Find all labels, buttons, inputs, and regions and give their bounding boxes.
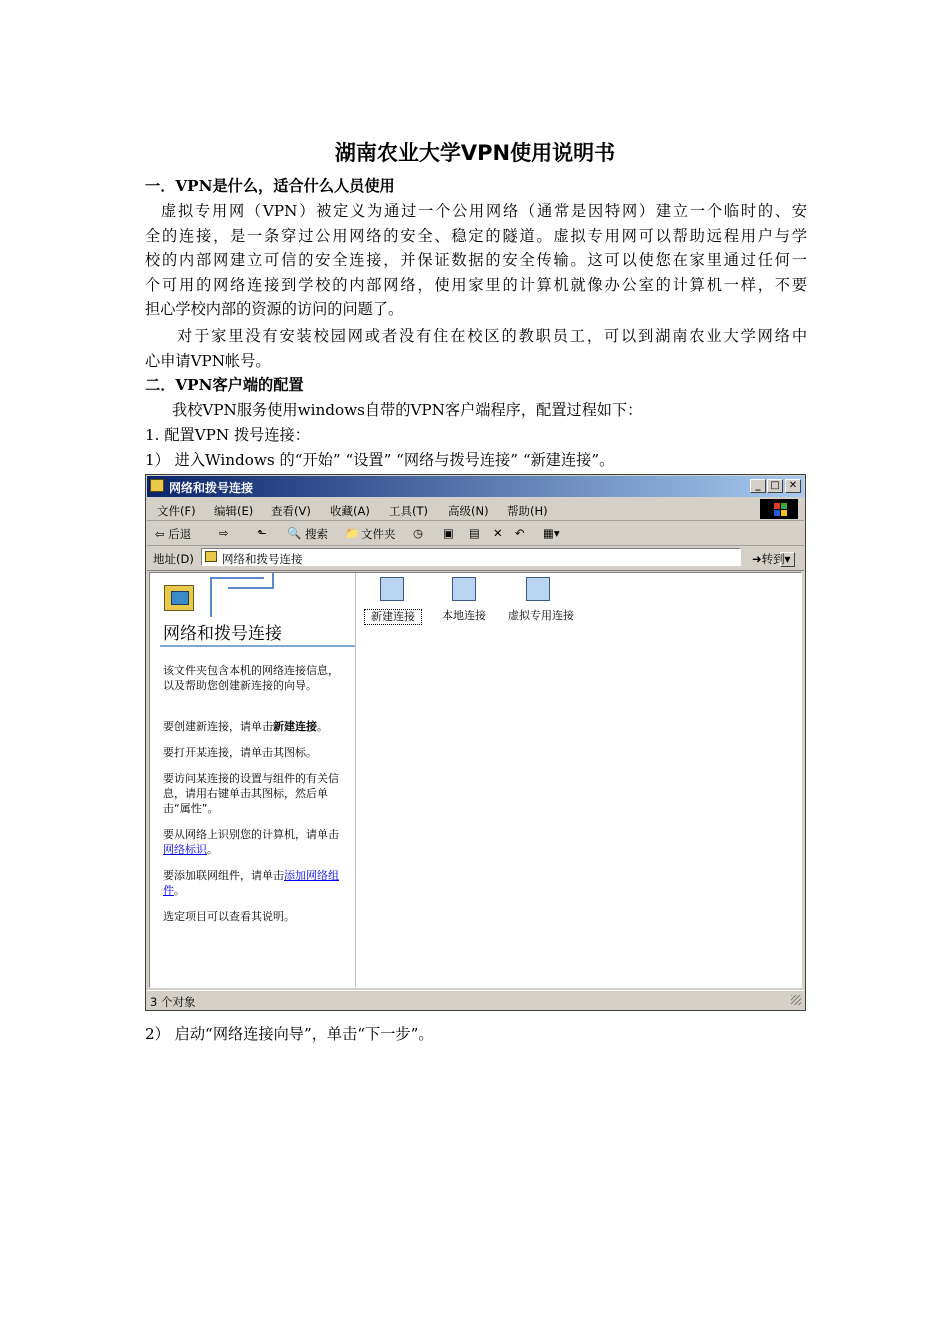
address-label: 地址(D) [153,552,194,566]
up-folder-button[interactable]: ⬑ [257,526,267,540]
network-identification-link[interactable]: 网络标识 [163,843,207,856]
undo-icon[interactable]: ↶ [515,526,525,540]
windows-logo-icon [760,499,798,519]
panel-create-hint [163,719,349,734]
hint-text: 。 [207,843,218,856]
delete-icon[interactable]: ✕ [493,526,503,540]
section-1-heading: 一．VPN是什么，适合什么人员使用 [145,177,395,195]
folders-icon[interactable]: 📁 [345,526,360,540]
menu-file[interactable]: 文件(F) [157,504,196,518]
go-label: 转到 [761,552,785,566]
menu-help[interactable]: 帮助(H) [507,504,548,518]
search-button[interactable]: 搜索 [305,527,328,541]
hint-text: 要添加联网组件，请单击 [163,869,284,882]
paragraph-config-intro: 我校VPN服务使用windows自带的VPN客户端程序，配置过程如下： [172,401,643,419]
paragraph-line: 全的连接，是一条穿过公用网络的安全、稳定的隧道。虚拟专用网可以帮助远程用户与学 [145,226,807,245]
panel-divider [160,645,355,647]
network-folder-icon [205,551,217,562]
go-button[interactable] [752,551,785,567]
history-icon[interactable]: ◷ [413,526,424,540]
menu-edit[interactable]: 编辑(E) [214,504,254,518]
status-bar [147,990,804,1010]
new-connection-icon[interactable] [380,577,404,601]
add-network-components-link[interactable]: 添加网络组件 [163,869,339,897]
hint-text: 要从网络上识别您的计算机，请单击 [163,828,339,841]
panel-add-components-hint [163,868,349,898]
window-title: 网络和拨号连接 [169,481,254,495]
forward-button[interactable]: ⇨ [219,526,229,540]
paragraph-line: 心申请VPN帐号。 [145,351,271,370]
panel-open-hint: 要打开某连接，请单击其图标。 [163,746,317,759]
hint-text: 要创建新连接，请单击 [163,720,273,733]
resize-grip-icon[interactable] [791,995,801,1005]
back-button[interactable]: ⇦ 后退 [155,527,192,541]
paragraph-who-can-apply [145,324,807,373]
paragraph-line: 对于家里没有安装校园网或者没有住在校区的教职员工，可以到湖南农业大学网络中 [177,327,807,345]
views-icon[interactable]: ▦▾ [543,526,560,540]
local-connection-label[interactable]: 本地连接 [442,609,486,622]
hint-bold-text: 新建连接 [273,720,317,733]
hint-text: 。 [174,884,185,897]
vpn-connection-icon[interactable] [526,577,550,601]
new-connection-label[interactable]: 新建连接 [364,609,422,625]
menu-advanced[interactable]: 高级(N) [448,504,489,518]
step-1: 1） 进入Windows 的“开始” “设置” “网络与拨号连接” “新建连接”。 [145,451,615,469]
decorative-frame [228,573,274,589]
section-2-heading: 二．VPN客户端的配置 [145,376,304,394]
move-to-icon[interactable]: ▣ [443,526,454,540]
go-arrow-icon: ➜ [752,552,762,566]
copy-to-icon[interactable]: ▤ [469,526,480,540]
menu-tools[interactable]: 工具(T) [389,504,428,518]
hint-text: 。 [317,720,328,733]
paragraph-line: 虚拟专用网（VPN）被定义为通过一个公用网络（通常是因特网）建立一个临时的、安 [161,202,807,220]
maximize-button[interactable]: □ [767,479,783,493]
network-folder-large-icon [164,585,194,611]
panel-select-hint: 选定项目可以查看其说明。 [163,910,295,923]
document-title: 湖南农业大学VPN使用说明书 [334,141,616,165]
step-2: 2） 启动“网络连接向导”，单击“下一步”。 [145,1025,434,1043]
window-titlebar [147,476,804,497]
vpn-connection-label[interactable]: 虚拟专用连接 [508,609,574,622]
panel-properties-hint: 要访问某连接的设置与组件的有关信息，请用右键单击其图标，然后单击“属性”。 [163,772,339,815]
folder-view [149,572,802,988]
paragraph-vpn-definition [145,199,807,322]
menu-bar [147,498,804,521]
status-text: 3 个对象 [150,995,196,1009]
minimize-button[interactable]: _ [750,479,766,493]
search-icon[interactable]: 🔍 [287,526,302,540]
paragraph-line: 担心学校内部的资源的访问的问题了。 [145,300,404,318]
close-button[interactable]: ✕ [785,479,801,493]
paragraph-line: 个可用的网络连接到学校的内部网络，使用家里的计算机就像办公室的计算机一样，不要 [145,275,807,294]
address-value: 网络和拨号连接 [222,552,303,566]
panel-identification-hint [163,827,349,857]
paragraph-line: 校的内部网建立可信的安全连接，并保证数据的安全传输。这可以使您在家里通过任何一 [145,251,807,269]
menu-view[interactable]: 查看(V) [271,504,311,518]
address-dropdown-button[interactable]: ▼ [780,552,795,567]
network-folder-icon [150,479,164,492]
toolbar [147,521,804,546]
panel-description: 该文件夹包含本机的网络连接信息，以及帮助您创建新连接的向导。 [163,664,339,692]
step-heading: 1. 配置VPN 拨号连接： [145,426,310,444]
folders-button[interactable]: 文件夹 [361,527,396,541]
web-view-panel [150,573,356,987]
network-connections-window [145,474,806,1011]
panel-title: 网络和拨号连接 [163,624,282,644]
address-bar [147,546,804,571]
local-connection-icon[interactable] [452,577,476,601]
menu-favorites[interactable]: 收藏(A) [330,504,370,518]
